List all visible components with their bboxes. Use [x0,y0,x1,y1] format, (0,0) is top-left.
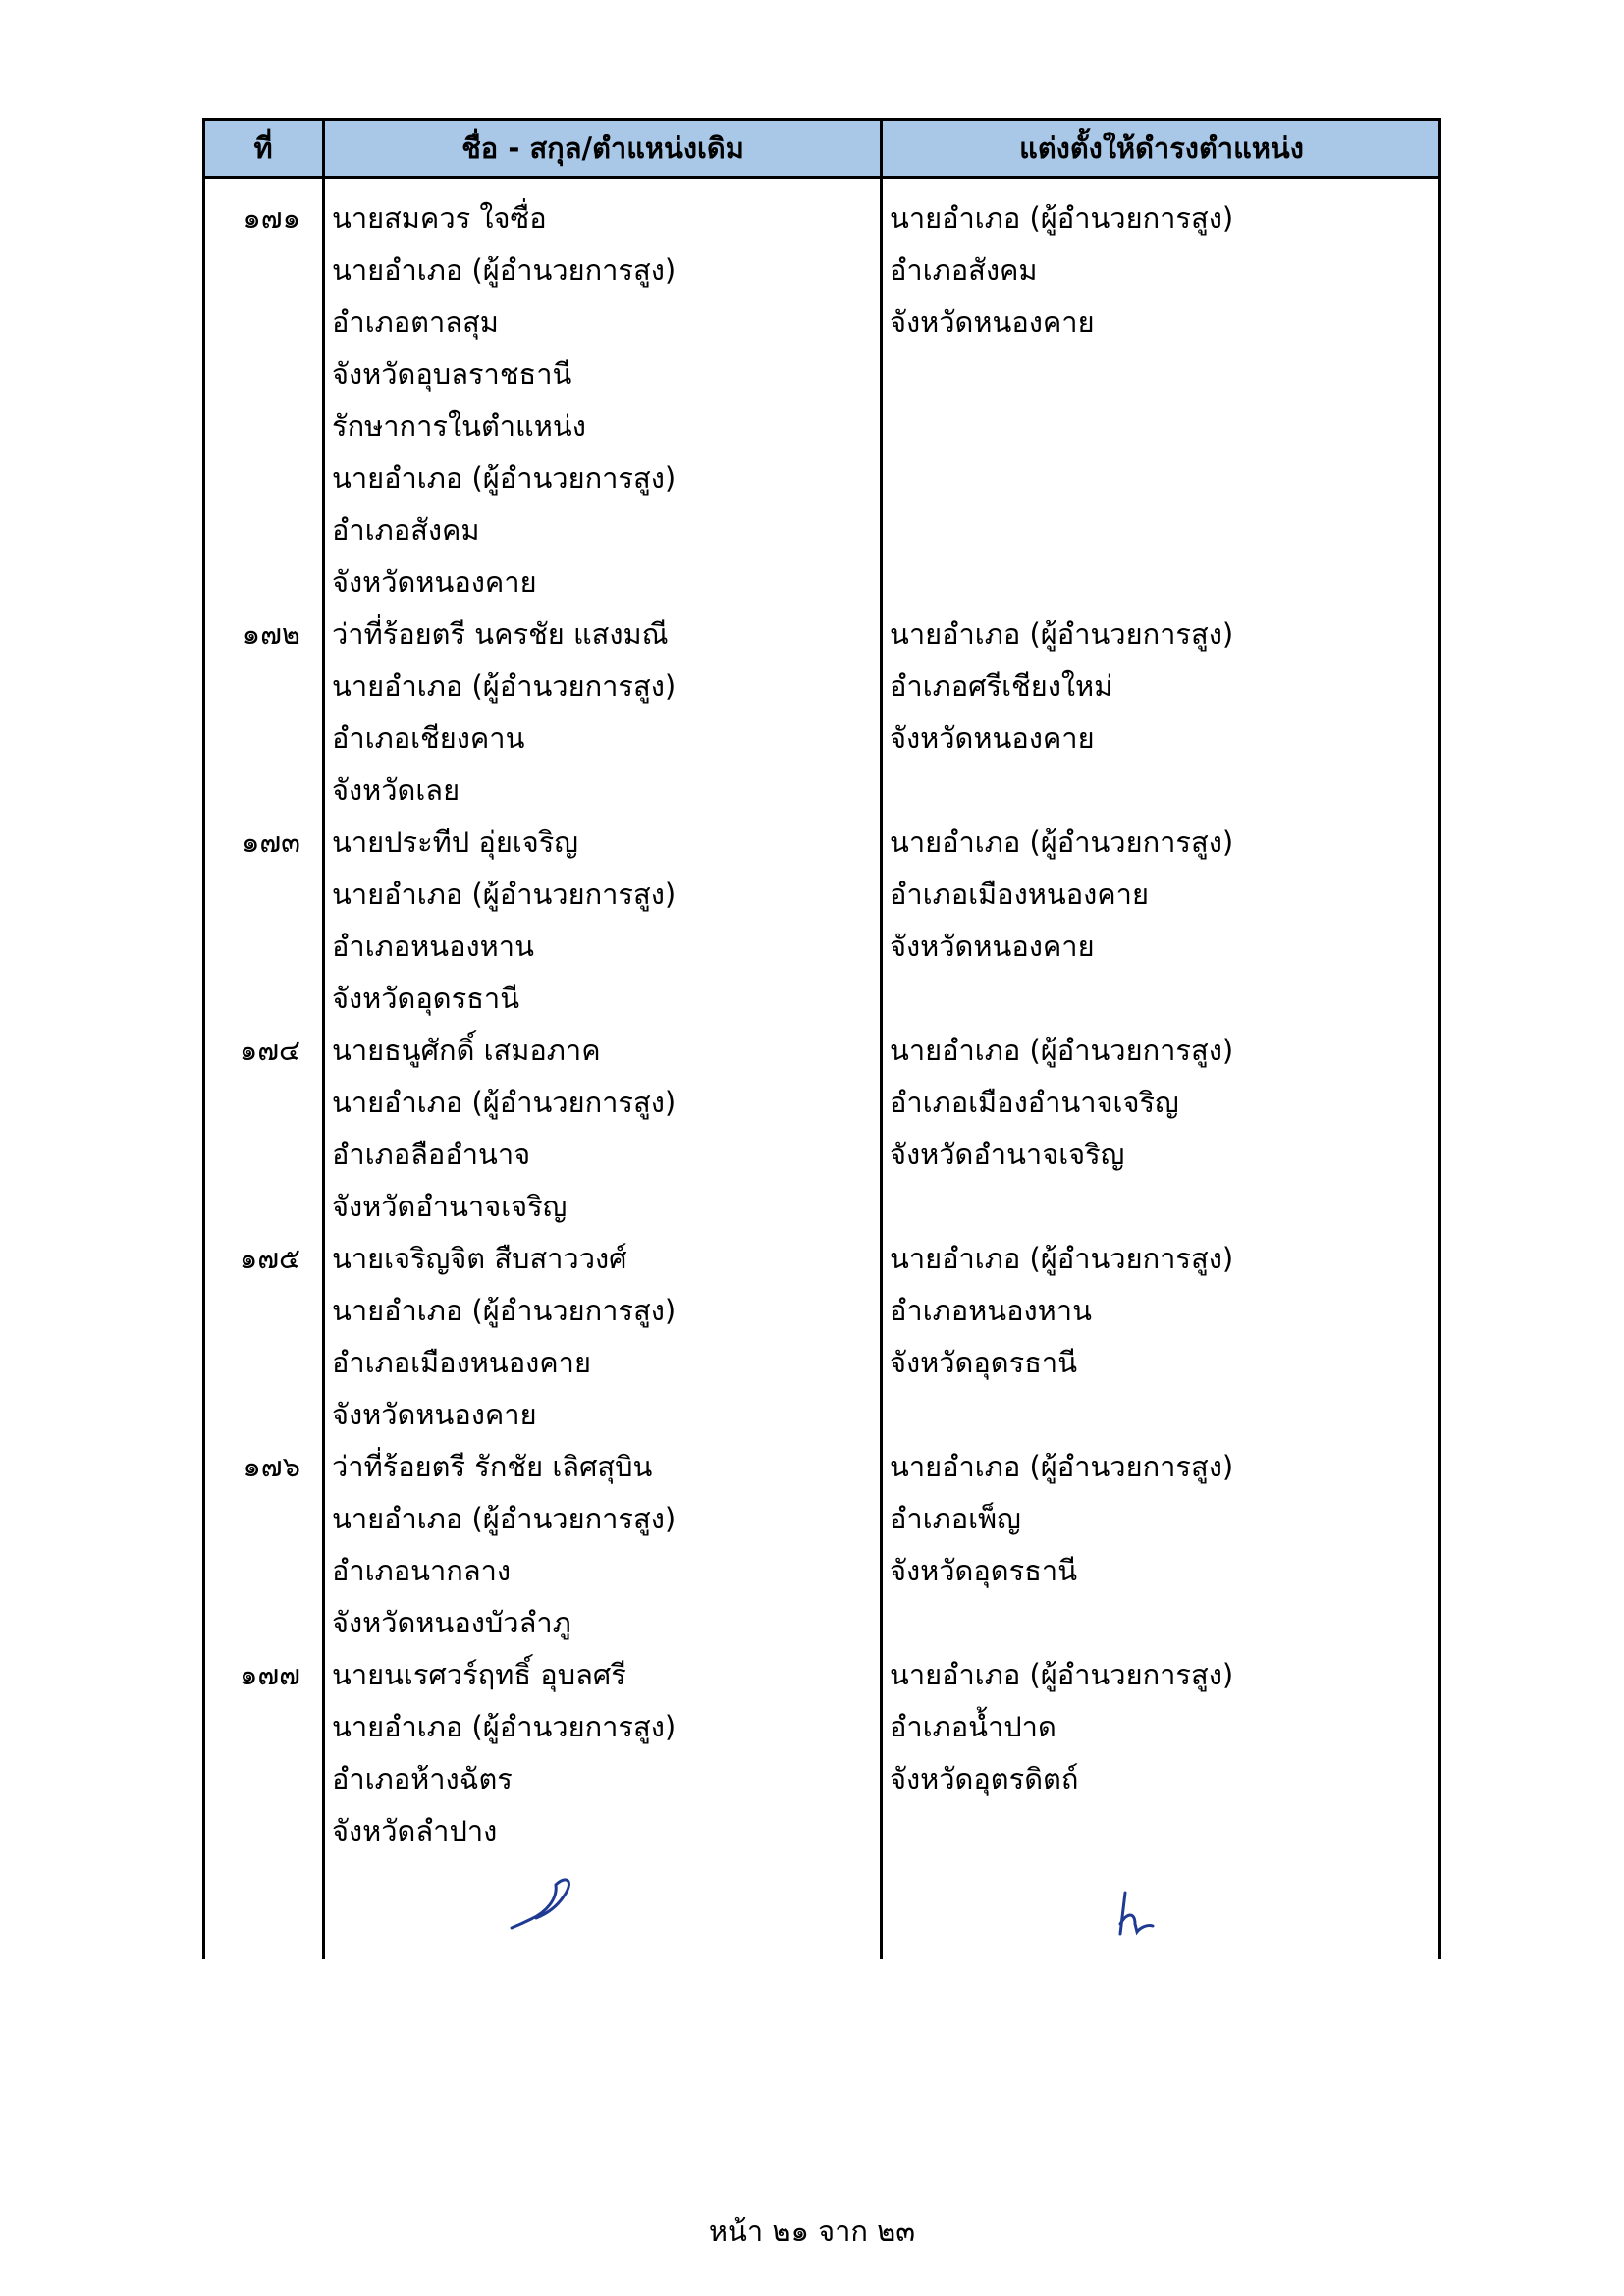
row-number [202,1233,322,1285]
old-position-line: นายอำเภอ (ผู้อำนวยการสูง) [332,461,677,495]
old-position-cell [332,817,882,1025]
new-position-cell [890,1441,1439,1597]
row-number-text: ๑๗๔ [239,1034,300,1067]
new-position-line: จังหวัดอำนาจเจริญ [890,1138,1125,1171]
old-position-cell [332,609,882,817]
row-number-text: ๑๗๒ [242,617,300,651]
old-position-line: ว่าที่ร้อยตรี นครชัย แสงมณี [332,617,669,651]
new-position-line: อำเภอเพ็ญ [890,1502,1021,1535]
new-position-line: จังหวัดอุตรดิตถ์ [890,1762,1079,1795]
new-position-line: นายอำเภอ (ผู้อำนวยการสูง) [890,617,1234,651]
old-position-line: นายอำเภอ (ผู้อำนวยการสูง) [332,1502,677,1535]
old-position-line: จังหวัดหนองคาย [332,1398,537,1431]
table-body [202,179,1441,1857]
row-number-text: ๑๗๗ [239,1658,300,1691]
old-position-line: จังหวัดหนองคาย [332,565,537,599]
new-position-line: อำเภอศรีเชียงใหม่ [890,669,1113,703]
old-position-line: อำเภอตาลสุม [332,305,499,339]
old-position-line: อำเภอนากลาง [332,1554,512,1587]
table-row [202,1233,1441,1441]
old-position-line: นายนเรศวร์ฤทธิ์ อุบลศรี [332,1658,626,1691]
new-position-line: นายอำเภอ (ผู้อำนวยการสูง) [890,826,1234,859]
old-position-line: อำเภอเชียงคาน [332,721,525,755]
new-position-line: นายอำเภอ (ผู้อำนวยการสูง) [890,1658,1234,1691]
new-position-line: นายอำเภอ (ผู้อำนวยการสูง) [890,1034,1234,1067]
new-position-line: จังหวัดหนองคาย [890,930,1095,963]
old-position-line: อำเภอสังคม [332,513,480,547]
header-no: ที่ [253,132,273,165]
signature-left [497,1865,615,1934]
old-position-line: นายประทีป อุ่ยเจริญ [332,826,579,859]
old-position-line: จังหวัดอำนาจเจริญ [332,1190,568,1223]
old-position-line: จังหวัดอุบลราชธานี [332,357,572,391]
new-position-line: นายอำเภอ (ผู้อำนวยการสูง) [890,1242,1234,1275]
new-position-line: อำเภอน้ำปาด [890,1710,1056,1743]
old-position-line: จังหวัดอุดรธานี [332,982,520,1015]
new-position-line: จังหวัดหนองคาย [890,305,1095,339]
old-position-line: ว่าที่ร้อยตรี รักชัย เลิศสุบิน [332,1450,653,1483]
old-position-cell [332,1649,882,1857]
row-number [202,192,322,244]
table-row [202,609,1441,817]
new-position-line: จังหวัดอุดรธานี [890,1554,1078,1587]
row-number [202,817,322,869]
old-position-cell [332,1233,882,1441]
old-position-line: อำเภอลืออำนาจ [332,1138,531,1171]
old-position-line: จังหวัดเลย [332,774,460,807]
old-position-cell [332,192,882,609]
old-position-line: จังหวัดหนองบัวลำภู [332,1606,571,1639]
row-number [202,1025,322,1077]
new-position-line: จังหวัดอุดรธานี [890,1346,1078,1379]
table-header [202,118,1441,179]
old-position-line: นายเจริญจิต สืบสาววงศ์ [332,1242,627,1275]
row-number-text: ๑๗๑ [243,201,300,235]
new-position-cell [890,1649,1439,1805]
row-number [202,1441,322,1493]
table-row [202,817,1441,1025]
old-position-line: นายอำเภอ (ผู้อำนวยการสูง) [332,878,677,911]
table-row [202,1649,1441,1857]
old-position-line: นายอำเภอ (ผู้อำนวยการสูง) [332,1086,677,1119]
appointment-table [202,118,1441,1959]
row-number [202,1649,322,1701]
new-position-line: นายอำเภอ (ผู้อำนวยการสูง) [890,201,1234,235]
page-number: หน้า ๒๑ จาก ๒๓ [708,2215,916,2248]
old-position-line: อำเภอหนองหาน [332,930,534,963]
table-row [202,1025,1441,1233]
old-position-line: นายอำเภอ (ผู้อำนวยการสูง) [332,253,677,287]
row-number-text: ๑๗๖ [243,1450,300,1483]
new-position-cell [890,192,1439,348]
old-position-line: นายอำเภอ (ผู้อำนวยการสูง) [332,1710,677,1743]
row-number-text: ๑๗๓ [241,826,300,859]
row-number [202,609,322,661]
old-position-line: จังหวัดลำปาง [332,1814,498,1847]
header-old-position: ชื่อ - สกุล/ตำแหน่งเดิม [461,132,744,165]
old-position-line: อำเภอเมืองหนองคาย [332,1346,591,1379]
new-position-line: อำเภอเมืองหนองคาย [890,878,1149,911]
old-position-cell [332,1441,882,1649]
new-position-cell [890,1233,1439,1389]
table-row [202,1441,1441,1649]
new-position-line: นายอำเภอ (ผู้อำนวยการสูง) [890,1450,1234,1483]
header-new-position: แต่งตั้งให้ดำรงตำแหน่ง [1019,132,1304,165]
new-position-line: อำเภอสังคม [890,253,1038,287]
new-position-cell [890,609,1439,765]
old-position-line: รักษาการในตำแหน่ง [332,409,586,443]
new-position-cell [890,817,1439,973]
new-position-line: อำเภอเมืองอำนาจเจริญ [890,1086,1179,1119]
old-position-line: นายสมควร ใจซื่อ [332,201,547,235]
new-position-cell [890,1025,1439,1181]
old-position-line: นายอำเภอ (ผู้อำนวยการสูง) [332,1294,677,1327]
old-position-cell [332,1025,882,1233]
old-position-line: นายอำเภอ (ผู้อำนวยการสูง) [332,669,677,703]
new-position-line: อำเภอหนองหาน [890,1294,1092,1327]
new-position-line: จังหวัดหนองคาย [890,721,1095,755]
table-row [202,179,1441,609]
old-position-line: นายธนูศักดิ์ เสมอภาค [332,1034,601,1067]
old-position-line: อำเภอห้างฉัตร [332,1762,513,1795]
row-number-text: ๑๗๕ [239,1242,300,1275]
signature-right [1106,1885,1184,1944]
